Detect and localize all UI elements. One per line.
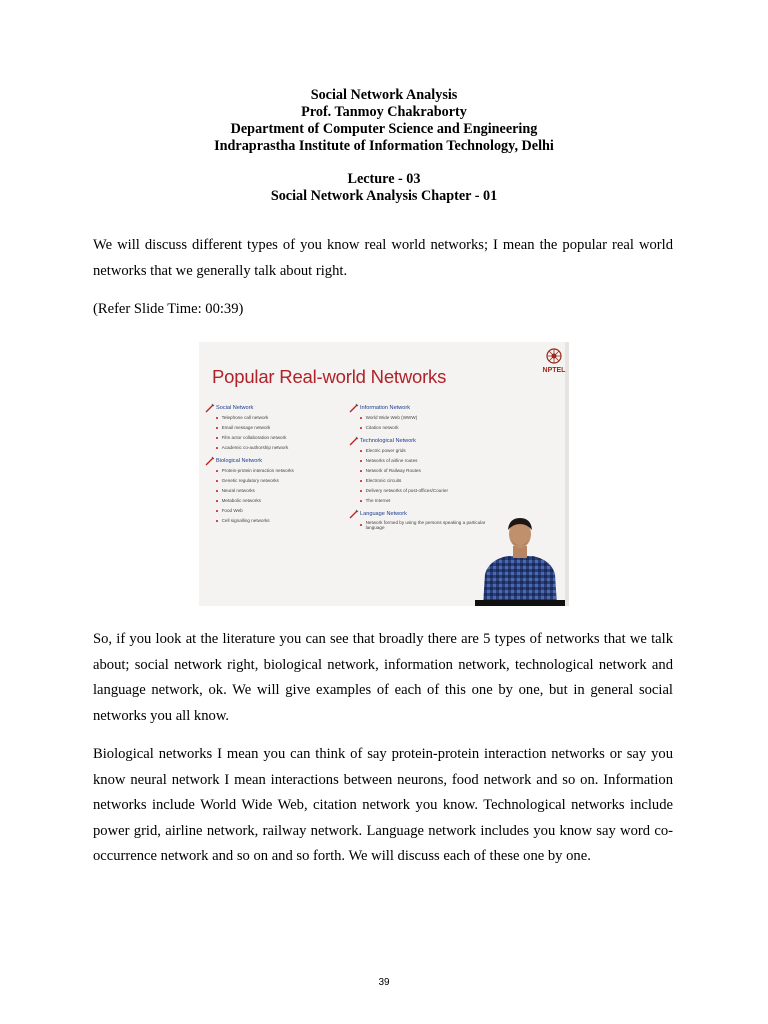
- list-item: Electric power grids: [349, 446, 499, 456]
- nptel-emblem-icon: [545, 347, 563, 367]
- pen-mark-icon: [205, 456, 215, 466]
- paragraph-intro: We will discuss different types of you know real world networks; I mean the popular real world networks that we generally talk about right.: [93, 237, 673, 279]
- paragraph-network-types: So, if you look at the literature you can see that broadly there are 5 types of networks that we talk about; social network right, biological network, information network, technological network and language network, ok. We will give examples of each of this one by one, but in general social networks you all know.: [93, 631, 673, 724]
- slide-left-column: [205, 402, 350, 526]
- pen-mark-icon: [349, 403, 359, 413]
- list-item: Delivery networks of post-offices/Courier: [349, 486, 499, 496]
- list-item: Cell signalling networks: [205, 516, 350, 526]
- lecture-title: Social Network Analysis Chapter - 01: [270, 188, 498, 204]
- page-number: 39: [378, 977, 390, 988]
- category-label: Social Network: [216, 404, 254, 411]
- category-technological: [349, 435, 499, 506]
- category-label: Technological Network: [360, 437, 416, 444]
- list-item: World Wide Web (WWW): [349, 413, 499, 423]
- slide-edge: [565, 342, 569, 606]
- list-item: Networks of airline routes: [349, 456, 499, 466]
- lecture-heading: [0, 171, 768, 205]
- list-item: Electronic circuits: [349, 476, 499, 486]
- list-item: Genetic regulatory networks: [205, 476, 350, 486]
- list-item: Academic co-authorship network: [205, 443, 350, 453]
- category-social: [205, 402, 350, 453]
- professor-name: Prof. Tanmoy Chakraborty: [301, 104, 467, 120]
- nptel-logo-text: NPTEL: [542, 367, 566, 374]
- list-item: Network of Railway Routes: [349, 466, 499, 476]
- category-label: Information Network: [360, 404, 411, 411]
- list-item: Protein-protein interaction networks: [205, 466, 350, 476]
- pen-mark-icon: [349, 509, 359, 519]
- course-title: Social Network Analysis: [310, 87, 458, 103]
- category-label: Biological Network: [216, 457, 263, 464]
- desk-edge: [475, 600, 565, 606]
- slide-time-reference: (Refer Slide Time: 00:39): [93, 301, 244, 317]
- list-item: The Internet: [349, 496, 499, 506]
- presenter-video-thumbnail: [475, 512, 565, 606]
- list-item: Email message network: [205, 423, 350, 433]
- list-item: Film actor collaboration network: [205, 433, 350, 443]
- list-item: Citation network: [349, 423, 499, 433]
- category-biological: [205, 455, 350, 526]
- paragraph-network-examples: Biological networks I mean you can think of say protein-protein interaction networks or say you know neural network I mean interactions between neurons, food network and so on. Information networks include World Wide Web, citation network you know. Technological networks include power grid, airline network, railway network. Language network includes you know say word co-occurrence network and so on and so forth. We will discuss each of these one by one.: [93, 746, 673, 864]
- category-label: Language Network: [360, 510, 407, 517]
- lecture-slide-image: [199, 342, 569, 606]
- lecture-number: Lecture - 03: [347, 171, 421, 187]
- pen-mark-icon: [349, 436, 359, 446]
- document-header: [0, 87, 768, 155]
- category-information: [349, 402, 499, 433]
- institute-name: Indraprastha Institute of Information Technology, Delhi: [214, 138, 554, 154]
- list-item: Metabolic networks: [205, 496, 350, 506]
- list-item: Network formed by using the persons speaking a particular language: [349, 519, 499, 531]
- pen-mark-icon: [205, 403, 215, 413]
- presenter-shirt: [483, 556, 557, 606]
- list-item: Neural networks: [205, 486, 350, 496]
- slide-title: Popular Real-world Networks: [212, 366, 447, 387]
- list-item: Food Web: [205, 506, 350, 516]
- list-item: Telephone call network: [205, 413, 350, 423]
- department-name: Department of Computer Science and Engineering: [230, 121, 538, 137]
- nptel-logo: [542, 347, 566, 374]
